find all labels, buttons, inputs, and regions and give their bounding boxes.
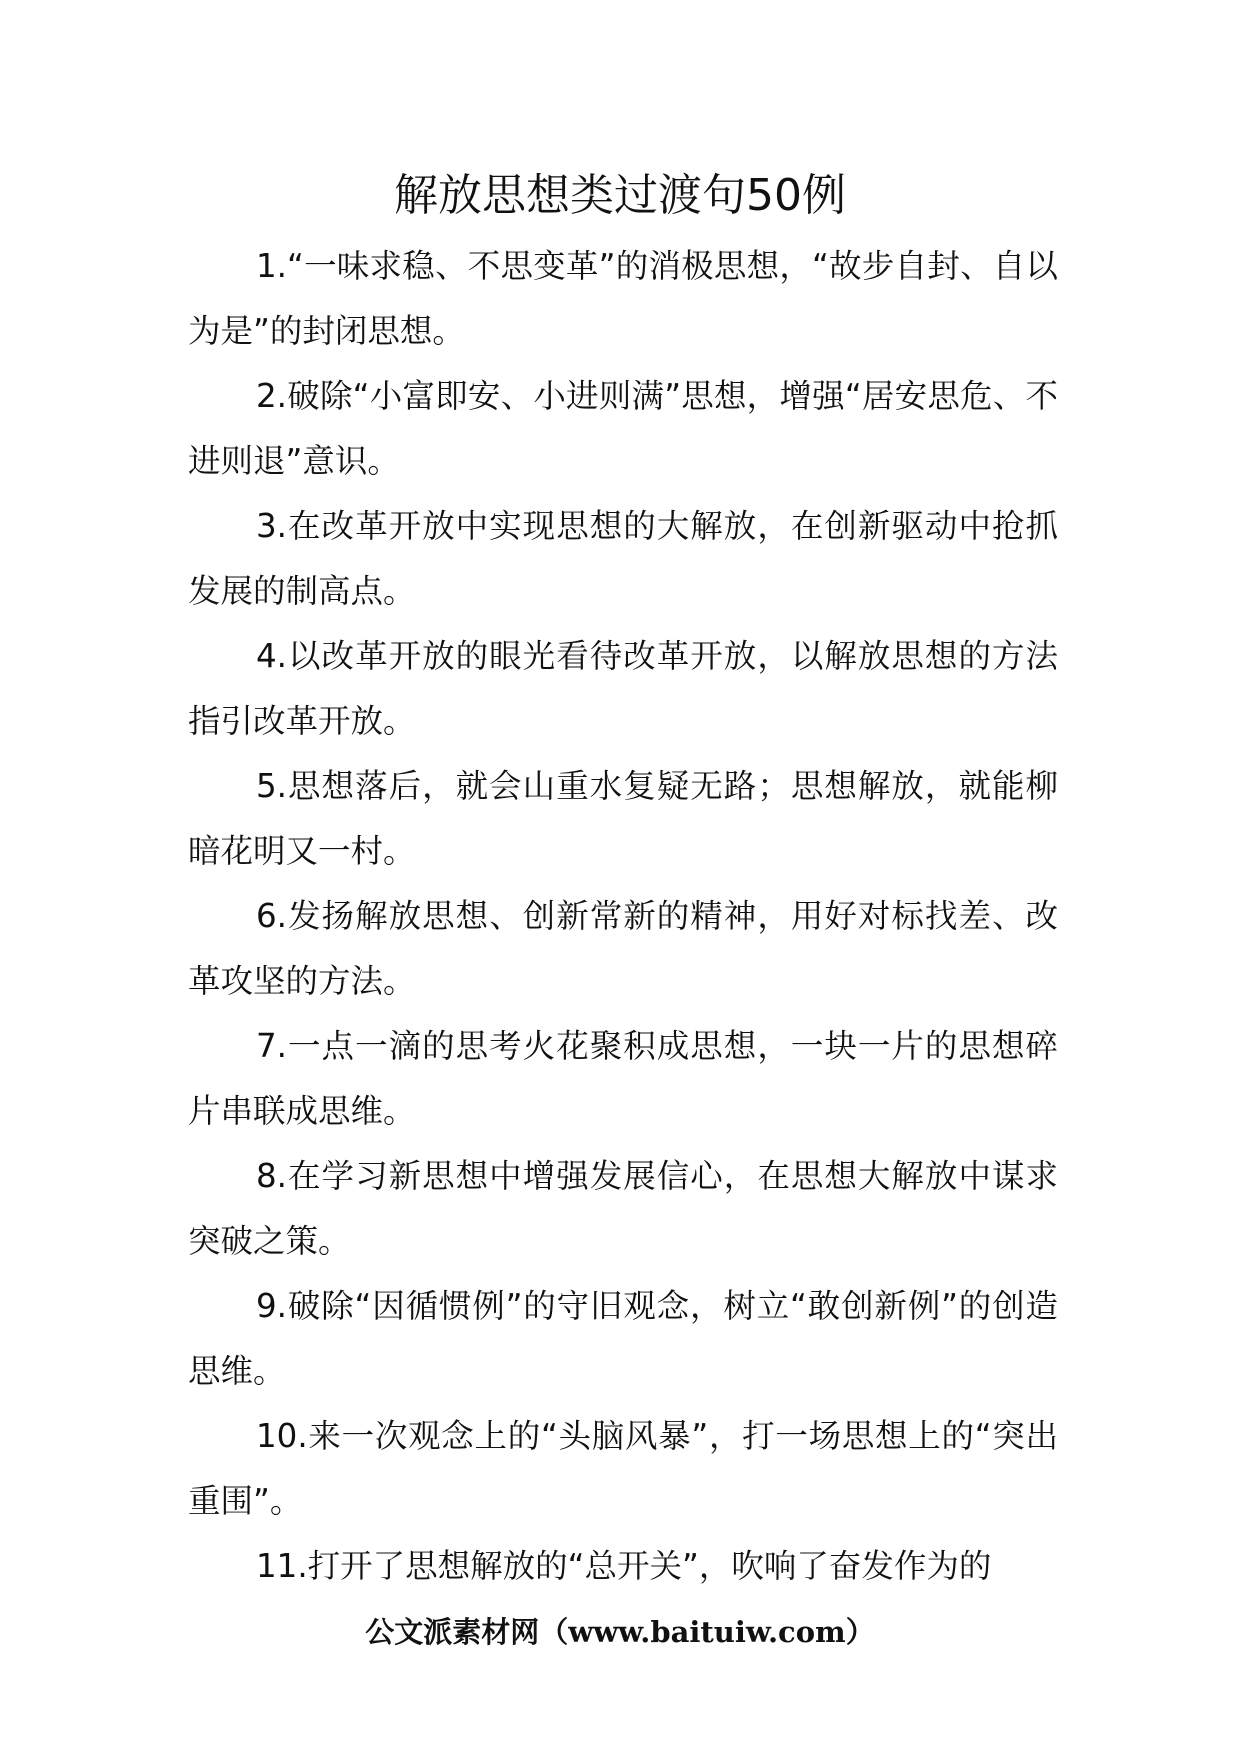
list-item: 10.来一次观念上的“头脑风暴”，打一场思想上的“突出重围”。	[188, 1417, 1058, 1520]
document-title: 解放思想类过渡句50例	[394, 170, 846, 221]
list-item: 1.“一味求稳、不思变革”的消极思想，“故步自封、自以为是”的封闭思想。	[188, 247, 1058, 350]
list-item: 3.在改革开放中实现思想的大解放，在创新驱动中抢抓发展的制高点。	[188, 507, 1058, 610]
document-body	[188, 234, 1058, 1599]
list-item: 4.以改革开放的眼光看待改革开放，以解放思想的方法指引改革开放。	[188, 637, 1058, 740]
list-item: 9.破除“因循惯例”的守旧观念，树立“敢创新例”的创造思维。	[188, 1287, 1058, 1390]
list-item: 6.发扬解放思想、创新常新的精神，用好对标找差、改革攻坚的方法。	[188, 897, 1058, 1000]
list-item: 5.思想落后，就会山重水复疑无路；思想解放，就能柳暗花明又一村。	[188, 767, 1058, 870]
list-item: 8.在学习新思想中增强发展信心，在思想大解放中谋求突破之策。	[188, 1157, 1058, 1260]
list-item: 2.破除“小富即安、小进则满”思想，增强“居安思危、不进则退”意识。	[188, 377, 1058, 480]
list-item: 7.一点一滴的思考火花聚积成思想，一块一片的思想碎片串联成思维。	[188, 1027, 1058, 1130]
page-footer-source: 公文派素材网（www.baituiw.com）	[365, 1615, 875, 1649]
list-item: 11.打开了思想解放的“总开关”，吹响了奋发作为的	[256, 1547, 992, 1585]
